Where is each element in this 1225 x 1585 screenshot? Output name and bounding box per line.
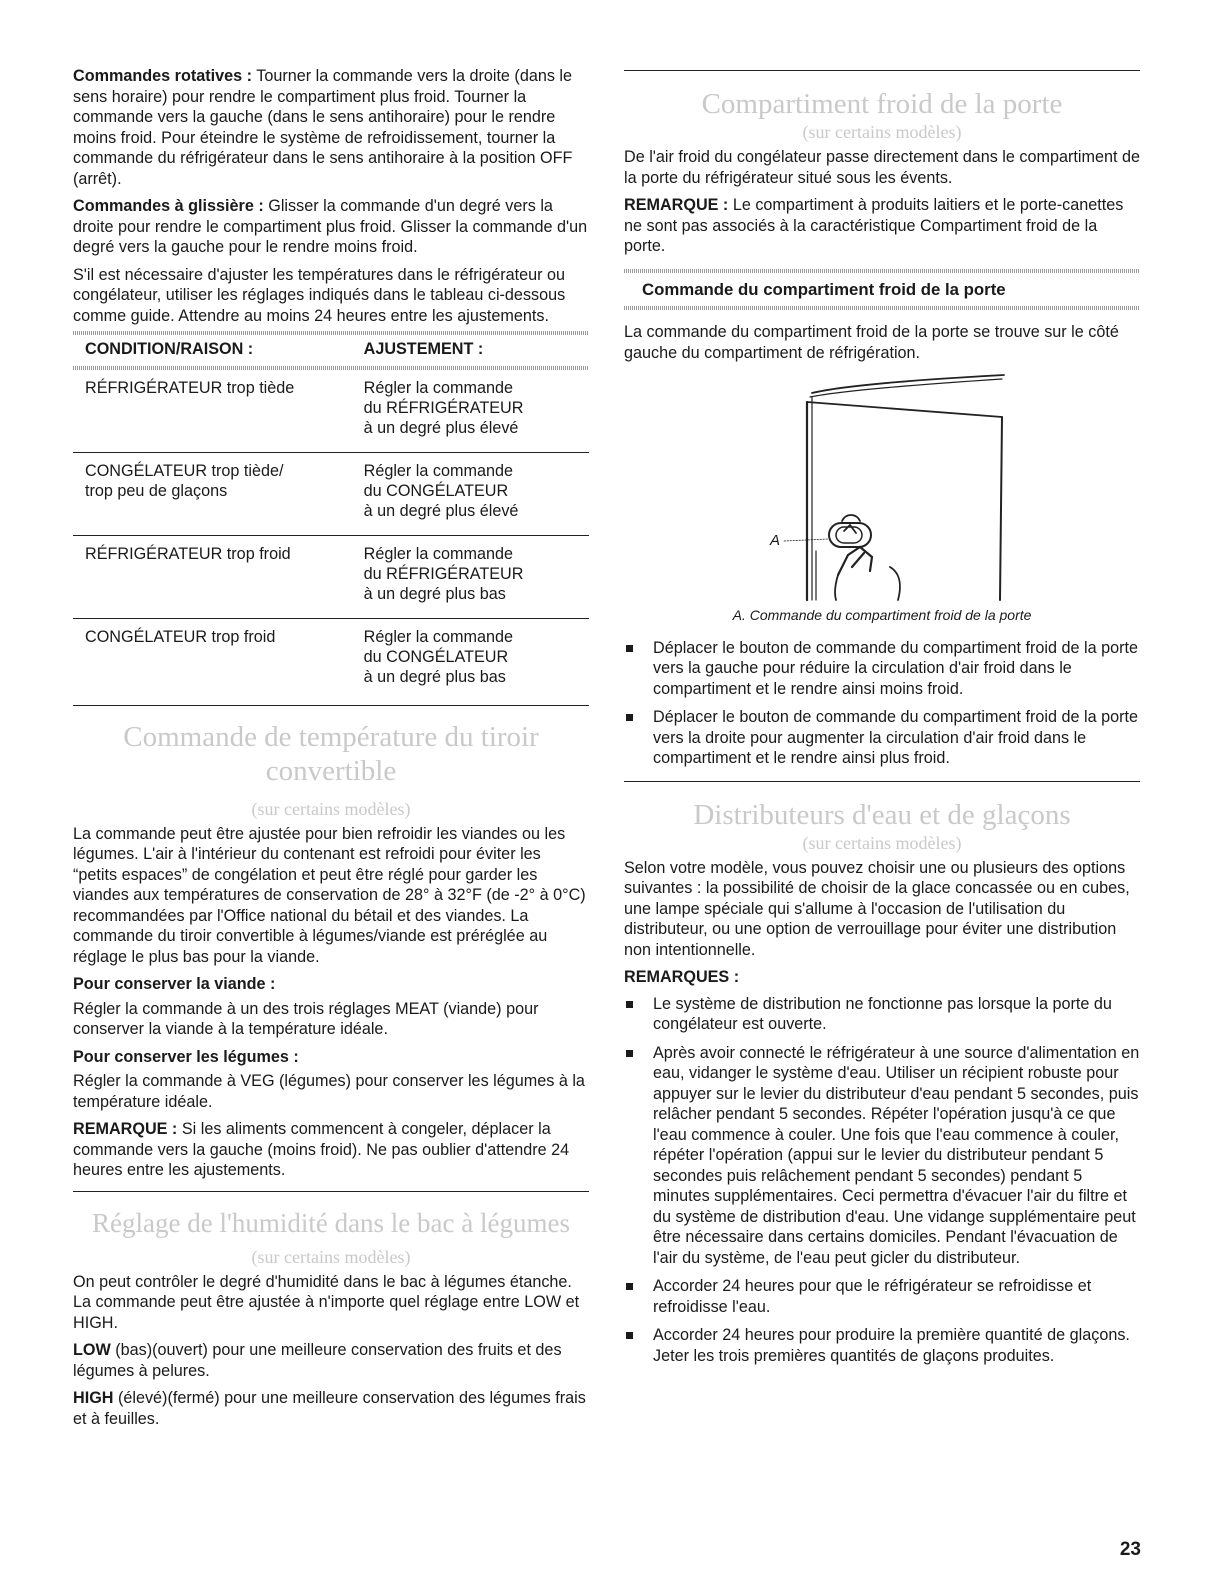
- table-cell-adjustment-2: du RÉFRIGÉRATEUR: [363, 564, 524, 583]
- table-row: [73, 370, 589, 453]
- table-header-condition: CONDITION/RAISON :: [85, 340, 254, 358]
- door-control-subheading: Commande du compartiment froid de la porte: [642, 279, 1006, 299]
- adjust-intro-paragraph: S'il est nécessaire d'ajuster les températures dans le réfrigérateur ou congélateur, utiliser les réglages indiqués dans le tableau ci-dessous comme guide. Attendre au moins 24 heures entre les ajustements.: [73, 265, 566, 325]
- dispenser-options-paragraph: Selon votre modèle, vous pouvez choisir une ou plusieurs des options suivantes : la possibilité de choisir de la glace concassée ou en cubes, une lampe spéciale qui s'allume à l'occasion de l'utilisation du distributeur, ou une option de verrouillage pour éviter une distribution non intentionnelle.: [624, 858, 1130, 959]
- table-row: [73, 618, 589, 701]
- vegetables-subheading: Pour conserver les légumes :: [73, 1047, 299, 1066]
- meat-paragraph: Régler la commande à un des trois réglages MEAT (viande) pour conserver la viande à la température idéale.: [73, 999, 539, 1038]
- table-cell-adjustment: Régler la commande: [363, 544, 513, 563]
- list-item: Accorder 24 heures pour que le réfrigérateur se refroidisse et refroidisse l'eau.: [624, 1276, 1140, 1317]
- section-title-line-1: Commande de température du tiroir: [123, 720, 539, 753]
- section-title-convertible-drawer: [73, 720, 589, 788]
- meat-subheading: Pour conserver la viande :: [73, 975, 276, 993]
- note-label: REMARQUE :: [73, 1120, 178, 1138]
- table-cell-condition: RÉFRIGÉRATEUR trop froid: [85, 544, 291, 563]
- door-compartment-note: [624, 195, 1140, 257]
- table-cell-adjustment-3: à un degré plus élevé: [363, 501, 519, 520]
- door-control-figure: [624, 371, 1140, 601]
- note-label: REMARQUE :: [624, 196, 729, 214]
- refrigerator-door-illustration: [624, 371, 1140, 601]
- door-control-location-paragraph: La commande du compartiment froid de la porte se trouve sur le côté gauche du compartiment de réfrigération.: [624, 323, 1119, 362]
- rotary-controls-paragraph: [73, 66, 589, 189]
- table-cell-condition: CONGÉLATEUR trop froid: [85, 627, 276, 646]
- door-compartment-paragraph: De l'air froid du congélateur passe directement dans le compartiment de la porte du réfrigérateur situé sous les évents.: [624, 148, 1140, 187]
- section-subtitle: (sur certains modèles): [802, 122, 962, 142]
- table-cell-condition: RÉFRIGÉRATEUR trop tiède: [85, 378, 295, 397]
- section-subtitle: (sur certains modèles): [251, 1246, 411, 1267]
- high-setting-paragraph: [73, 1388, 589, 1429]
- low-text: (bas)(ouvert) pour une meilleure conservation des fruits et des légumes à pelures.: [73, 1341, 562, 1380]
- high-label: HIGH: [73, 1389, 114, 1407]
- low-setting-paragraph: [73, 1340, 589, 1381]
- convertible-drawer-paragraph: La commande peut être ajustée pour bien refroidir les viandes ou les légumes. L'air à l'intérieur du contenant est refroidi pour éviter les “petits espaces” de congélation et peut être réglé pour garder les viandes aux températures de conservation de 28° à 32°F (de -2° à 0°C) recommandées par l'Office national du bétail et des viandes. La commande du tiroir convertible à légumes/viande est préréglée au réglage le plus bas pour la viande.: [73, 824, 586, 966]
- list-item: Déplacer le bouton de commande du compartiment froid de la porte vers la droite pour augmenter la circulation d'air froid dans le compartiment et le rendre ainsi plus froid.: [624, 707, 1140, 769]
- table-cell-adjustment-2: du CONGÉLATEUR: [363, 481, 509, 500]
- section-title-dispensers: Distributeurs d'eau et de glaçons: [693, 798, 1071, 831]
- table-cell-adjustment-3: à un degré plus bas: [363, 584, 506, 603]
- adjustment-table: [73, 335, 589, 701]
- table-header-adjustment: AJUSTEMENT :: [363, 340, 484, 358]
- table-cell-condition: CONGÉLATEUR trop tiède/: [85, 461, 284, 480]
- subheading-bottom-divider: [624, 306, 1140, 310]
- list-item: Déplacer le bouton de commande du compartiment froid de la porte vers la gauche pour réduire la circulation d'air froid dans le compartiment et le rendre ainsi moins froid.: [624, 638, 1140, 700]
- table-cell-adjustment: Régler la commande: [363, 627, 513, 646]
- figure-callout-letter: A: [770, 532, 781, 549]
- section-title-crisper-humidity: Réglage de l'humidité dans le bac à légumes: [92, 1207, 570, 1238]
- high-text: (élevé)(fermé) pour une meilleure conservation des légumes frais et à feuilles.: [73, 1389, 586, 1428]
- low-label: LOW: [73, 1341, 111, 1359]
- table-row: [73, 535, 589, 618]
- list-item: Après avoir connecté le réfrigérateur à une source d'alimentation en eau, vidanger le système d'eau. Utiliser un récipient robuste pour appuyer sur le levier du distributeur d'eau pendant 5 secondes, puis relâcher pendant 5 secondes. Répéter l'opération jusqu'à ce que l'eau commence à couler. Une fois que l'eau commence à couler, répéter l'opération (appui sur le levier du distributeur pendant 5 secondes puis relâchement pendant 5 secondes) pendant 5 minutes supplémentaires. Ceci permettra d'évacuer l'air du filtre et du système de distribution d'eau. Une vidange supplémentaire peut être nécessaire dans certains domiciles. Pendant l'évacuation de l'air du système, de l'eau peut gicler du distributeur.: [624, 1043, 1140, 1269]
- rotary-controls-text: Tourner la commande vers la droite (dans le sens horaire) pour rendre le compartiment plus froid. Tourner la commande vers la gauche (dans le sens antihoraire) pour le rendre moins froid. Pour éteindre le système de refroidissement, tourner la commande du réfrigérateur dans le sens antihoraire à la position OFF (arrêt).: [73, 67, 573, 188]
- section-subtitle: (sur certains modèles): [802, 832, 962, 853]
- remarques-heading: REMARQUES :: [624, 968, 740, 986]
- vegetables-paragraph: Régler la commande à VEG (légumes) pour conserver les légumes à la température idéale.: [73, 1072, 585, 1111]
- section-subtitle: (sur certains modèles): [251, 798, 411, 819]
- table-cell-adjustment: Régler la commande: [363, 461, 513, 480]
- page-number: 23: [1119, 1539, 1141, 1560]
- slide-controls-label: Commandes à glissière :: [73, 197, 264, 215]
- humidity-paragraph: On peut contrôler le degré d'humidité dans le bac à légumes étanche. La commande peut être ajustée à n'importe quel réglage entre LOW et HIGH.: [73, 1272, 580, 1332]
- table-row: [73, 452, 589, 535]
- table-cell-adjustment-2: du RÉFRIGÉRATEUR: [363, 398, 524, 417]
- figure-caption: A. Commande du compartiment froid de la porte: [732, 607, 1032, 623]
- left-column: [73, 66, 589, 1436]
- drawer-note-paragraph: [73, 1119, 589, 1181]
- list-item: Le système de distribution ne fonctionne pas lorsque la porte du congélateur est ouverte.: [624, 994, 1140, 1035]
- table-cell-adjustment-2: du CONGÉLATEUR: [363, 647, 509, 666]
- dispenser-notes-list: [624, 994, 1140, 1367]
- slide-controls-text: Glisser la commande d'un degré vers la droite pour rendre le compartiment plus froid. Glisser la commande d'un degré vers la gauche pour le rendre moins froid.: [73, 197, 588, 256]
- list-item: Accorder 24 heures pour produire la première quantité de glaçons. Jeter les trois premières quantités de glaçons produites.: [624, 1325, 1140, 1366]
- table-cell-adjustment-3: à un degré plus élevé: [363, 418, 519, 437]
- right-column: [624, 70, 1140, 1374]
- note-text: Le compartiment à produits laitiers et le porte-canettes ne sont pas associés à la caractéristique Compartiment froid de la porte.: [624, 196, 1124, 255]
- slide-controls-paragraph: [73, 196, 589, 258]
- section-title-line-2: convertible: [265, 754, 397, 787]
- table-cell-condition-2: trop peu de glaçons: [85, 481, 228, 500]
- note-text: Si les aliments commencent à congeler, déplacer la commande vers la gauche (moins froid). Ne pas oublier d'attendre 24 heures entre les ajustements.: [73, 1120, 570, 1179]
- section-title-door-cold-compartment: Compartiment froid de la porte: [701, 88, 1063, 120]
- table-cell-adjustment-3: à un degré plus bas: [363, 667, 506, 686]
- rotary-controls-label: Commandes rotatives :: [73, 67, 253, 85]
- door-control-bullets: [624, 638, 1140, 769]
- table-cell-adjustment: Régler la commande: [363, 378, 513, 397]
